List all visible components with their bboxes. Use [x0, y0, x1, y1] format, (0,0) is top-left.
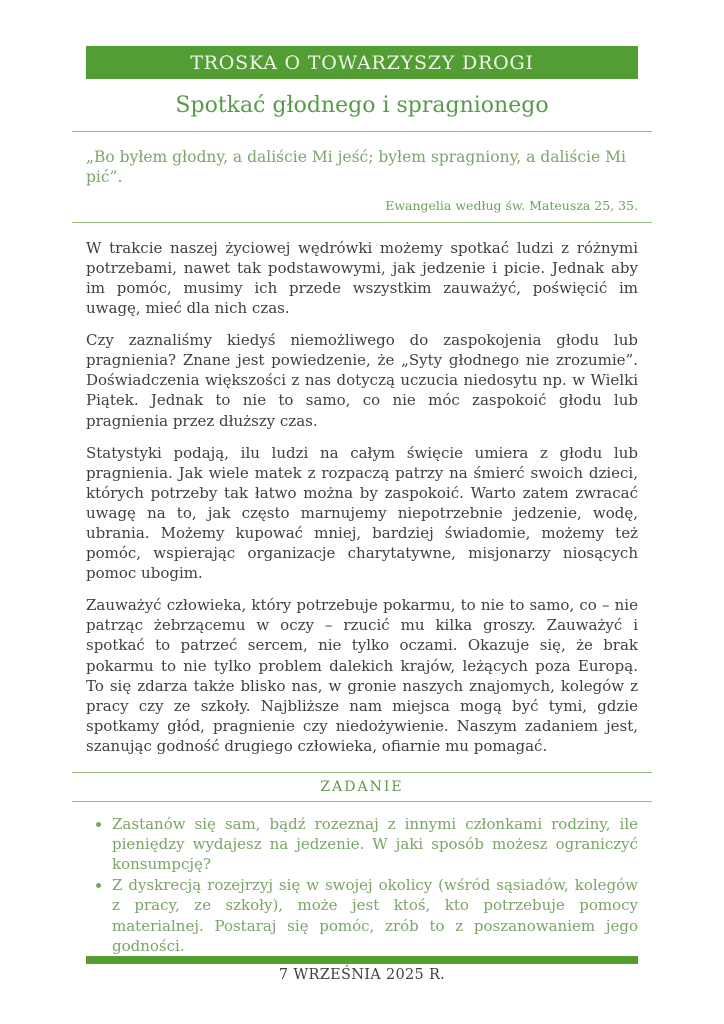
footer-date: 7 WRZEŚNIA 2025 R.: [278, 967, 446, 983]
task-list-item: • Z dyskrecją rozejrzyj się w swojej okolicy (wśród sąsiadów, kolegów z pracy, ze szkoły), może jest ktoś, kto potrzebuje pomocy materialnej. Postaraj się pomóc, zrób to z poszanowaniem jego godności.: [112, 875, 638, 955]
header-banner: [86, 46, 638, 79]
footer-bar: [86, 956, 638, 964]
divider-below-title: [72, 131, 652, 132]
divider-below-quote: [72, 222, 652, 223]
scripture-quote: „Bo byłem głodny, a daliście Mi jeść; byłem spragniony, a daliście Mi pić”.: [86, 147, 626, 186]
body-paragraph: W trakcie naszej życiowej wędrówki możemy spotkać ludzi z różnymi potrzebami, nawet tak podstawowymi, jak jedzenie i picie. Jednak aby im pomóc, musimy ich przede wszystkim zauważyć, poświęcić im uwagę, mieć dla nich czas.: [86, 238, 638, 318]
body-text-section: [86, 238, 638, 756]
task-list: [86, 814, 638, 956]
body-paragraph: Statystyki podają, ilu ludzi na całym święcie umiera z głodu lub pragnienia. Jak wiele matek z rozpaczą patrzy na śmierć swoich dzieci, których potrzeby tak łatwo można by zaspokoić. Warto zatem zwracać uwagę na to, jak często marnujemy niepotrzebnie jedzenie, wodę, ubrania. Możemy kupować mniej, bardziej świadomie, możemy też pomóc, wspierając organizacje charytatywne, misjonarzy niosących pomoc ubogim.: [86, 443, 638, 583]
task-list-item: • Zastanów się sam, bądź rozeznaj z innymi członkami rodziny, ile pieniędzy wydajesz na jedzenie. W jaki sposób możesz ograniczyć konsumpcję?: [112, 814, 638, 874]
banner-title: TROSKA O TOWARZYSZY DROGI: [190, 51, 534, 74]
task-section-heading: ZADANIE: [320, 779, 404, 796]
scripture-reference: Ewangelia według św. Mateusza 25, 35.: [385, 197, 638, 213]
quote-section: [86, 147, 638, 213]
task-section: [86, 814, 638, 956]
page-footer: [0, 956, 724, 983]
divider-above-task: [72, 772, 652, 773]
divider-below-task-heading: [72, 801, 652, 802]
body-paragraph: Zauważyć człowieka, który potrzebuje pokarmu, to nie to samo, co – nie patrząc żebrzącemu w oczy – rzucić mu kilka groszy. Zauważyć i spotkać to patrzeć sercem, nie tylko oczami. Okazuje się, że brak pokarmu to nie tylko problem dalekich krajów, leżących poza Europą. To się zdarza także blisko nas, w gronie naszych znajomych, kolegów z pracy czy ze szkoły. Najbliższe nam miejsca mogą być tymi, gdzie spotkamy głód, pragnienie czy niedożywienie. Naszym zadaniem jest, szanując godność drugiego człowieka, ofiarnie mu pomagać.: [86, 596, 638, 755]
page-title: Spotkać głodnego i spragnionego: [175, 93, 549, 118]
body-paragraph: Czy zaznaliśmy kiedyś niemożliwego do zaspokojenia głodu lub pragnienia? Znane jest powiedzenie, że „Syty głodnego nie zrozumie”. Doświadczenia większości z nas dotyczą uczucia niedosytu np. w Wielki Piątek. Jednak to nie to samo, co nie móc zaspokoić głodu lub pragnienia przez dłuższy czas.: [86, 331, 638, 430]
